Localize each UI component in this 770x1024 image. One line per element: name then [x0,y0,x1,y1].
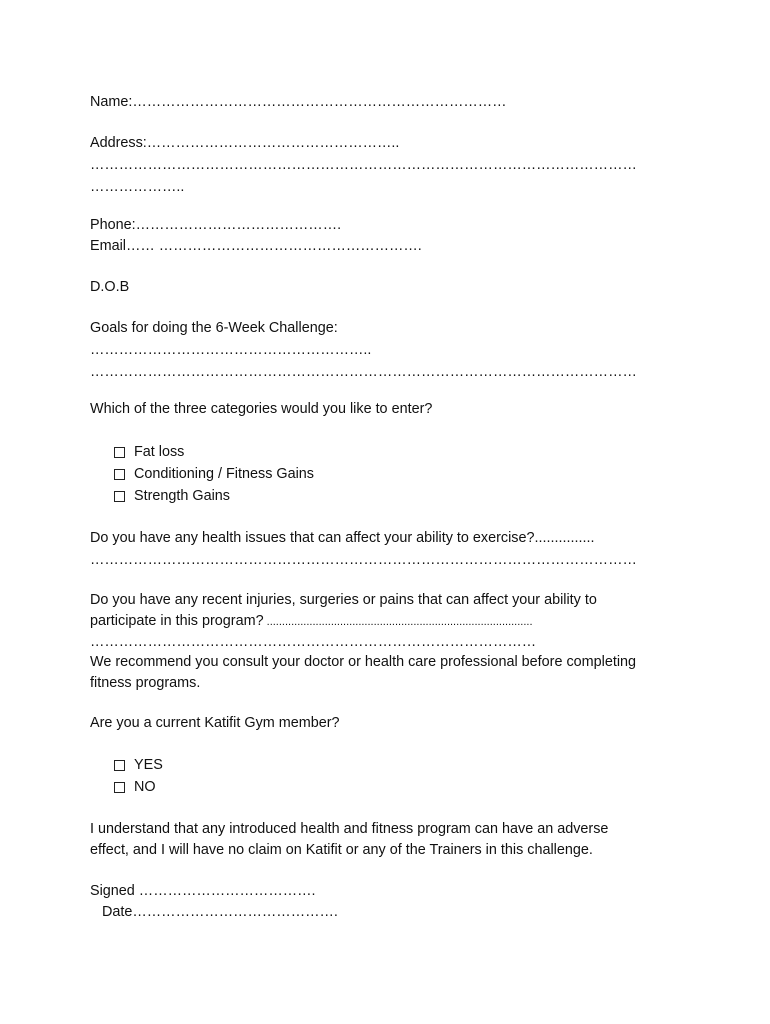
member-option-label: YES [134,757,163,773]
checkbox-icon[interactable] [114,491,125,502]
category-fat-loss[interactable] [114,442,184,462]
categories-question: Which of the three categories would you like to enter? [90,401,433,417]
injury-dots[interactable]: ....................................................................................... [263,616,533,628]
member-question: Are you a current Katifit Gym member? [90,715,340,731]
checkbox-icon[interactable] [114,760,125,771]
recommend-line-2: fitness programs. [90,675,201,691]
category-label: Conditioning / Fitness Gains [134,466,314,482]
health-question[interactable]: Do you have any health issues that can affect your ability to exercise?............... [90,530,595,546]
goals-line-1[interactable]: ………………………………………………….. [90,342,372,358]
goals-line-2[interactable]: …………………………………………………………………………………………………… [90,364,637,380]
category-label: Strength Gains [134,488,230,504]
phone-field[interactable]: Phone:……………………………………. [90,217,342,233]
recommend-line-1: We recommend you consult your doctor or health care professional before completing [90,654,637,670]
address-field[interactable]: Address:…………………………………………….. [90,135,400,151]
health-line[interactable]: …………………………………………………………………………………………………… [90,552,637,568]
address-line-2[interactable]: …………………………………………………………………………………………………… [90,157,637,173]
email-field[interactable]: Email…… ………………………………………………. [90,238,422,254]
address-line-3[interactable]: ……………….. [90,179,185,195]
goals-label: Goals for doing the 6-Week Challenge: [90,320,338,336]
category-label: Fat loss [134,444,185,460]
category-conditioning[interactable] [114,464,314,484]
signed-field[interactable]: Signed ………………………………. [90,883,316,899]
date-field[interactable]: Date……………………………………. [90,904,338,920]
member-option-label: NO [134,779,156,795]
checkbox-icon[interactable] [114,447,125,458]
injury-question-text: participate in this program? [90,613,264,629]
category-strength[interactable] [114,486,230,506]
name-field[interactable]: Name:…………………………………………………………………… [90,94,507,110]
member-yes[interactable] [114,755,163,775]
injury-question-2[interactable] [90,611,533,632]
member-no[interactable] [114,777,156,797]
dob-field[interactable]: D.O.B [90,279,130,295]
disclaimer-line-2: effect, and I will have no claim on Katifit or any of the Trainers in this challenge. [90,842,593,858]
injury-question-1: Do you have any recent injuries, surgeries or pains that can affect your ability to [90,592,597,608]
checkbox-icon[interactable] [114,469,125,480]
disclaimer-line-1: I understand that any introduced health and fitness program can have an adverse [90,821,609,837]
checkbox-icon[interactable] [114,782,125,793]
injury-line[interactable]: ………………………………………………………………………………… [90,634,537,650]
